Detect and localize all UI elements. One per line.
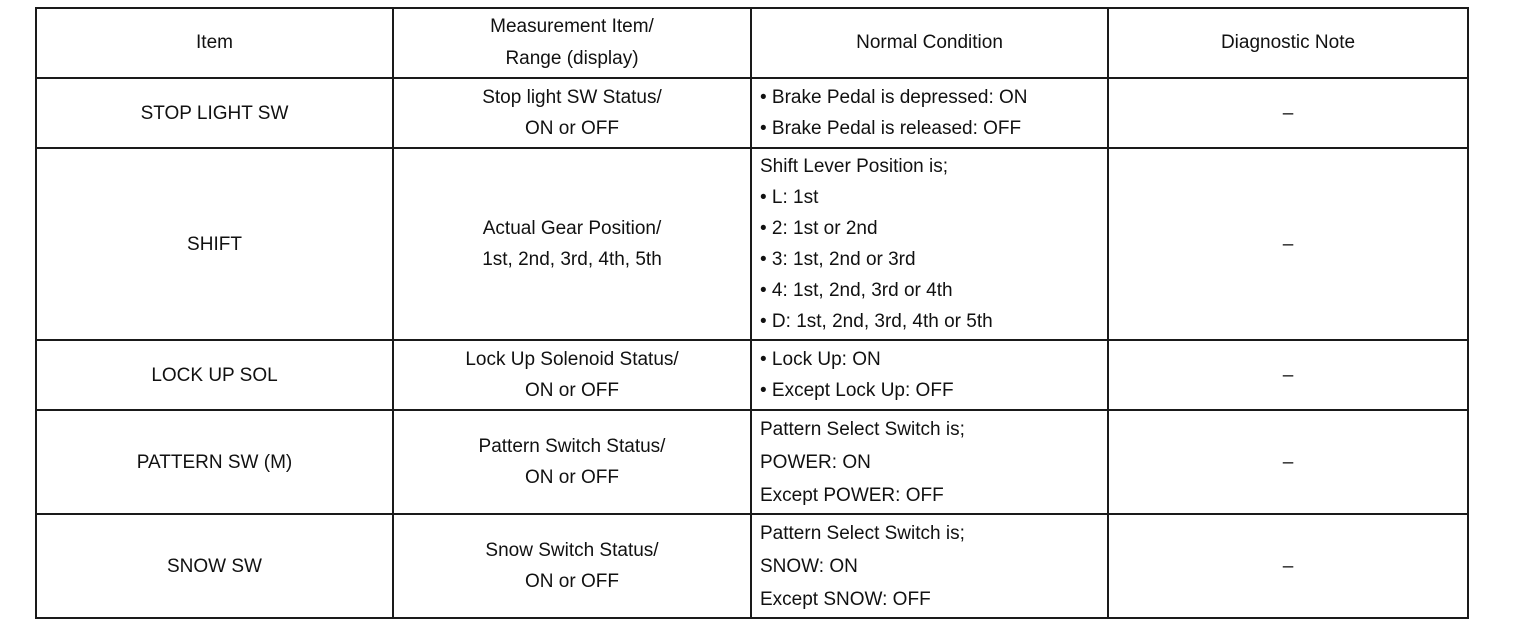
- table-row: [36, 514, 1468, 618]
- measurement-cell: [393, 514, 751, 618]
- measurement-cell: [393, 340, 751, 410]
- condition-line: • 4: 1st, 2nd, 3rd or 4th: [760, 280, 953, 301]
- condition-line: Shift Lever Position is;: [760, 156, 948, 177]
- condition-cell: [751, 410, 1108, 514]
- table-row: [36, 78, 1468, 148]
- measurement-line: Pattern Switch Status/: [478, 436, 666, 457]
- condition-line: • L: 1st: [760, 187, 819, 208]
- measurement-line: ON or OFF: [525, 571, 619, 592]
- measurement-line: 1st, 2nd, 3rd, 4th, 5th: [482, 249, 662, 270]
- table-row: [36, 148, 1468, 340]
- header-note: Diagnostic Note: [1108, 8, 1468, 78]
- measurement-line: Stop light SW Status/: [482, 87, 662, 108]
- measurement-line: Snow Switch Status/: [485, 540, 659, 561]
- measurement-line: ON or OFF: [525, 118, 619, 139]
- condition-line: • Except Lock Up: OFF: [760, 380, 954, 401]
- condition-line: • Brake Pedal is depressed: ON: [760, 87, 1028, 108]
- table-row: [36, 340, 1468, 410]
- note-cell: –: [1108, 340, 1468, 410]
- note-cell: –: [1108, 410, 1468, 514]
- condition-line: • 3: 1st, 2nd or 3rd: [760, 249, 916, 270]
- item-cell: SNOW SW: [36, 514, 393, 618]
- condition-line: Except SNOW: OFF: [760, 588, 931, 610]
- measurement-cell: [393, 148, 751, 340]
- table-row: [36, 410, 1468, 514]
- condition-line: Pattern Select Switch is;: [760, 418, 965, 440]
- condition-line: • D: 1st, 2nd, 3rd, 4th or 5th: [760, 311, 993, 332]
- measurement-line: ON or OFF: [525, 380, 619, 401]
- measurement-cell: [393, 78, 751, 148]
- measurement-line: Actual Gear Position/: [482, 218, 662, 239]
- header-row: [36, 8, 1468, 78]
- header-item: Item: [36, 8, 393, 78]
- header-measurement: [393, 8, 751, 78]
- item-cell: SHIFT: [36, 148, 393, 340]
- condition-cell: [751, 78, 1108, 148]
- condition-line: • Lock Up: ON: [760, 349, 881, 370]
- header-measurement-line2: Range (display): [505, 48, 639, 69]
- condition-line: SNOW: ON: [760, 555, 858, 577]
- condition-line: POWER: ON: [760, 451, 871, 473]
- condition-line: Pattern Select Switch is;: [760, 522, 965, 544]
- condition-cell: [751, 148, 1108, 340]
- data-monitor-table: [35, 7, 1469, 619]
- item-cell: LOCK UP SOL: [36, 340, 393, 410]
- item-cell: STOP LIGHT SW: [36, 78, 393, 148]
- note-cell: –: [1108, 514, 1468, 618]
- note-cell: –: [1108, 78, 1468, 148]
- condition-line: • Brake Pedal is released: OFF: [760, 118, 1022, 139]
- item-cell: PATTERN SW (M): [36, 410, 393, 514]
- measurement-line: Lock Up Solenoid Status/: [465, 349, 679, 370]
- condition-line: Except POWER: OFF: [760, 484, 944, 506]
- condition-cell: [751, 340, 1108, 410]
- condition-line: • 2: 1st or 2nd: [760, 218, 878, 239]
- header-condition: Normal Condition: [751, 8, 1108, 78]
- header-measurement-line1: Measurement Item/: [490, 16, 654, 37]
- measurement-cell: [393, 410, 751, 514]
- measurement-line: ON or OFF: [525, 467, 619, 488]
- note-cell: –: [1108, 148, 1468, 340]
- condition-cell: [751, 514, 1108, 618]
